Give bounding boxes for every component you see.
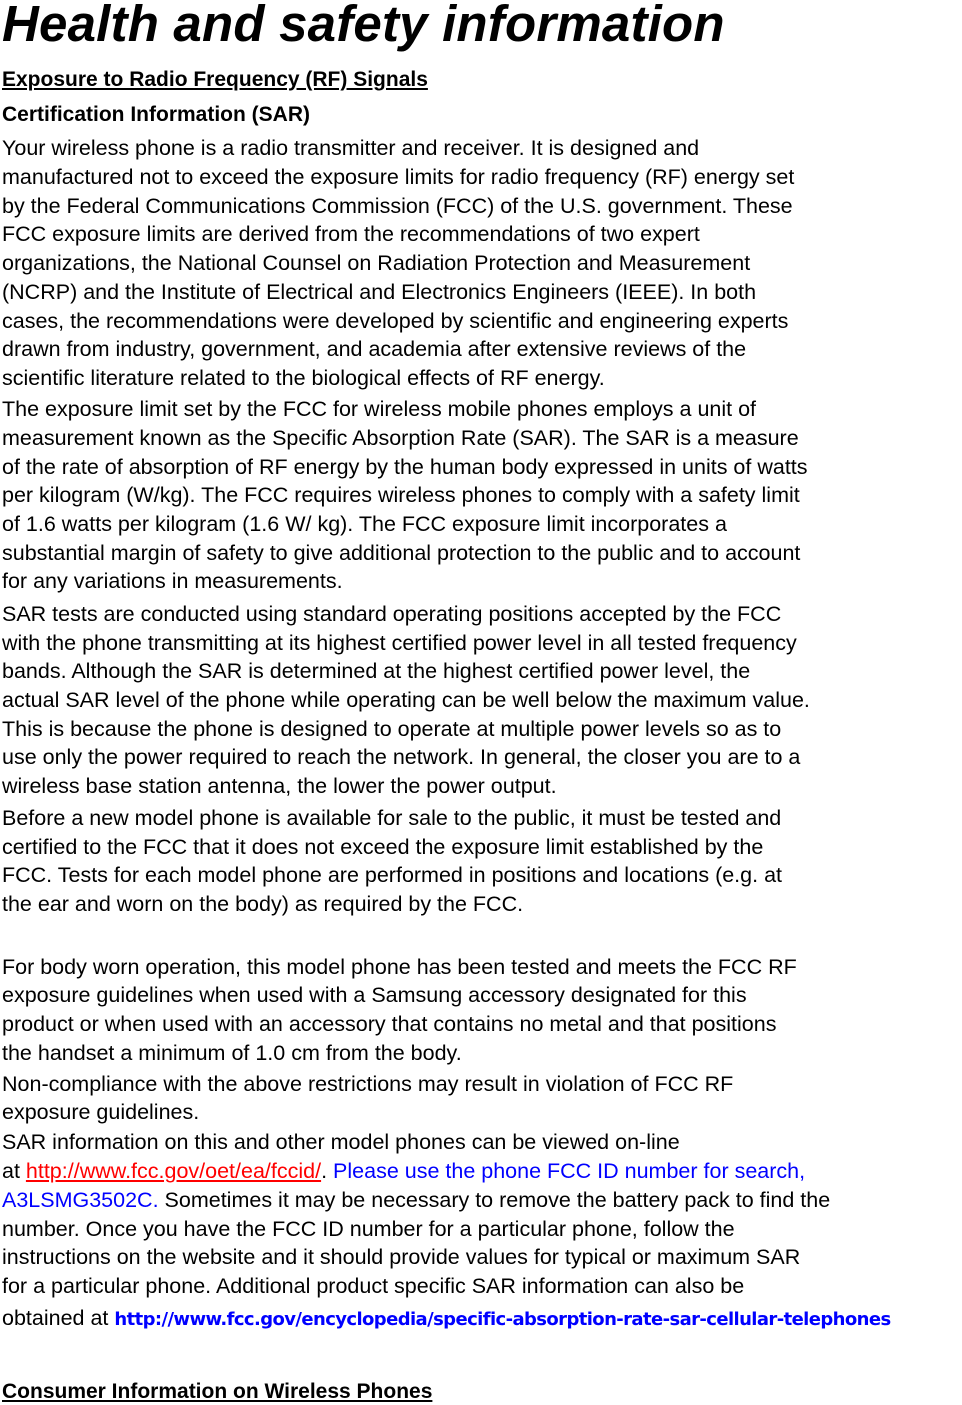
- body-line: For body worn operation, this model phone has been tested and meets the FCC RF: [2, 955, 797, 979]
- fcc-id-search-line: [2, 1158, 805, 1184]
- body-line: actual SAR level of the phone while operating can be well below the maximum value.: [2, 688, 810, 712]
- body-line: substantial margin of safety to give additional protection to the public and to account: [2, 541, 801, 565]
- fcc-line-period: .: [321, 1159, 328, 1183]
- fcc-id-value-line: [2, 1187, 830, 1213]
- fcc-line-prefix: at: [2, 1159, 26, 1183]
- page-title: Health and safety information: [2, 0, 725, 52]
- body-line: product or when used with an accessory that contains no metal and that positions: [2, 1012, 777, 1036]
- fcc-id-link[interactable]: http://www.fcc.gov/oet/ea/fccid/: [25, 1159, 322, 1183]
- body-line: exposure guidelines when used with a Samsung accessory designated for this: [2, 983, 747, 1007]
- consumer-info-heading: Consumer Information on Wireless Phones: [2, 1380, 433, 1403]
- body-line: The exposure limit set by the FCC for wireless mobile phones employs a unit of: [2, 397, 757, 421]
- body-line: SAR tests are conducted using standard operating positions accepted by the FCC: [2, 602, 782, 626]
- body-line: SAR information on this and other model phones can be viewed on-line: [2, 1130, 680, 1154]
- body-line: Before a new model phone is available for sale to the public, it must be tested and: [2, 806, 782, 830]
- body-line: cases, the recommendations were developed by scientific and engineering experts: [2, 309, 789, 333]
- body-line: organizations, the National Counsel on Radiation Protection and Measurement: [2, 251, 751, 275]
- body-line: exposure guidelines.: [2, 1100, 200, 1124]
- body-line: manufactured not to exceed the exposure limits for radio frequency (RF) energy set: [2, 165, 795, 189]
- body-line: the handset a minimum of 1.0 cm from the body.: [2, 1041, 462, 1065]
- body-line: wireless base station antenna, the lower the power output.: [2, 774, 557, 798]
- body-line: by the Federal Communications Commission (FCC) of the U.S. government. These: [2, 194, 793, 218]
- body-line: for a particular phone. Additional product specific SAR information can also be: [2, 1274, 745, 1298]
- body-line: per kilogram (W/kg). The FCC requires wireless phones to comply with a safety limit: [2, 483, 800, 507]
- body-line: measurement known as the Specific Absorption Rate (SAR). The SAR is a measure: [2, 426, 799, 450]
- fcc-search-instruction: Please use the phone FCC ID number for search,: [327, 1159, 806, 1183]
- body-line: with the phone transmitting at its highest certified power level in all tested frequency: [2, 631, 797, 655]
- body-line: Your wireless phone is a radio transmitter and receiver. It is designed and: [2, 136, 700, 160]
- body-line: instructions on the website and it should provide values for typical or maximum SAR: [2, 1245, 801, 1269]
- body-line: bands. Although the SAR is determined at the highest certified power level, the: [2, 659, 751, 683]
- body-line: the ear and worn on the body) as required by the FCC.: [2, 892, 524, 916]
- body-line: certified to the FCC that it does not exceed the exposure limit established by the: [2, 835, 764, 859]
- sar-certification-subheading: Certification Information (SAR): [2, 103, 310, 126]
- body-line: Non-compliance with the above restrictions may result in violation of FCC RF: [2, 1072, 734, 1096]
- sar-info-link-line: [2, 1305, 891, 1333]
- sar-cellular-telephones-link[interactable]: http://www.fcc.gov/encyclopedia/specific-absorption-rate-sar-cellular-telephones: [114, 1309, 891, 1330]
- body-line: (NCRP) and the Institute of Electrical and Electronics Engineers (IEEE). In both: [2, 280, 757, 304]
- body-line: use only the power required to reach the network. In general, the closer you are to a: [2, 745, 801, 769]
- fcc-id-value: A3LSMG3502C.: [2, 1188, 159, 1212]
- body-line: This is because the phone is designed to operate at multiple power levels so as to: [2, 717, 782, 741]
- fcc-id-line-rest: Sometimes it may be necessary to remove the battery pack to find the: [158, 1188, 831, 1212]
- body-line: of the rate of absorption of RF energy by the human body expressed in units of watts: [2, 455, 808, 479]
- obtained-prefix: obtained at: [2, 1306, 115, 1330]
- body-line: drawn from industry, government, and academia after extensive reviews of the: [2, 337, 747, 361]
- body-line: for any variations in measurements.: [2, 569, 343, 593]
- body-line: of 1.6 watts per kilogram (1.6 W/ kg). The FCC exposure limit incorporates a: [2, 512, 727, 536]
- body-line: number. Once you have the FCC ID number for a particular phone, follow the: [2, 1217, 735, 1241]
- body-line: FCC exposure limits are derived from the recommendations of two expert: [2, 222, 700, 246]
- rf-exposure-heading: Exposure to Radio Frequency (RF) Signals: [2, 68, 428, 91]
- body-line: scientific literature related to the biological effects of RF energy.: [2, 366, 605, 390]
- body-line: FCC. Tests for each model phone are performed in positions and locations (e.g. at: [2, 863, 782, 887]
